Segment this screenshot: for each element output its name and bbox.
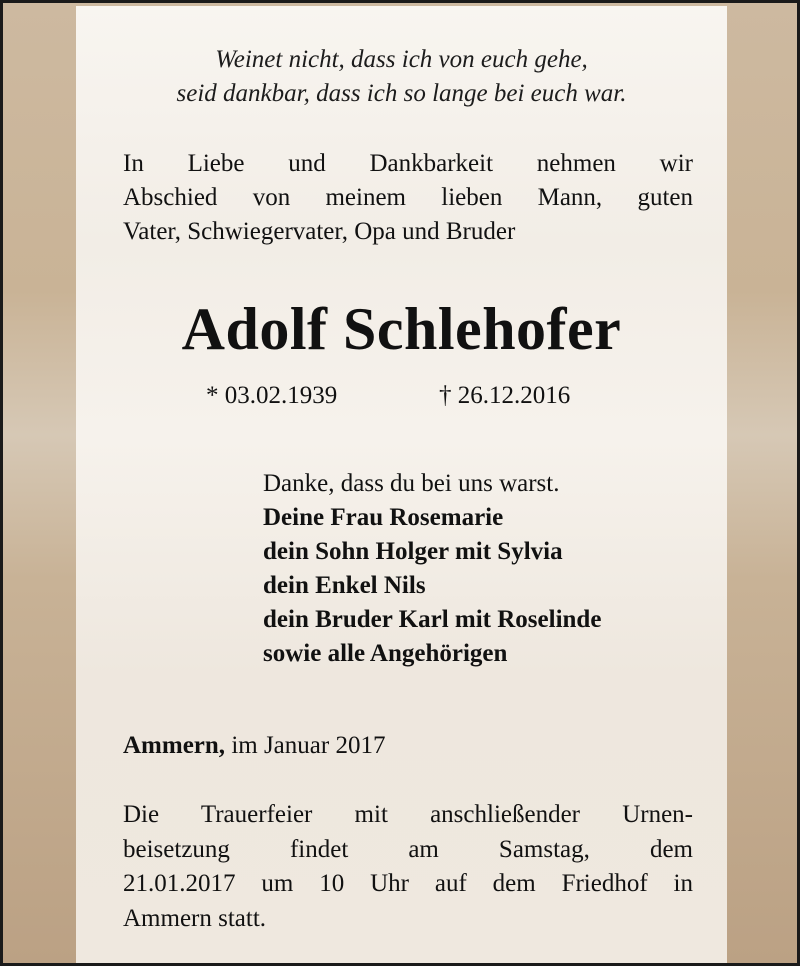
intro-line-3: Vater, Schwiegervater, Opa und Bruder: [123, 218, 516, 245]
quote-line-2: seid dankbar, dass ich so lange bei euch war.: [176, 80, 627, 107]
intro-text: [123, 147, 693, 249]
family-member: sowie alle Angehörigen: [263, 640, 508, 667]
month-year: im Januar 2017: [225, 732, 386, 759]
memorial-quote: [76, 43, 727, 111]
intro-line-1: In Liebe und Dankbarkeit nehmen wir: [123, 150, 693, 177]
funeral-line-2: beisetzung findet am Samstag, dem: [123, 835, 693, 863]
quote-line-1: Weinet nicht, dass ich von euch gehe,: [215, 46, 588, 73]
funeral-line-3: 21.01.2017 um 10 Uhr auf dem Friedhof in: [123, 870, 693, 897]
place-name: Ammern,: [123, 732, 226, 759]
family-member: Deine Frau Rosemarie: [263, 504, 504, 531]
family-member: dein Enkel Nils: [263, 572, 426, 599]
funeral-notice: [123, 798, 693, 936]
place-date: [123, 729, 385, 763]
birth-date: * 03.02.1939: [206, 382, 338, 409]
deceased-name: Adolf Schlehofer: [181, 296, 622, 362]
family-member: dein Bruder Karl mit Roselinde: [263, 606, 602, 633]
thanks-line: Danke, dass du bei uns warst.: [263, 470, 560, 497]
funeral-line-1: Die Trauerfeier mit anschließender Urnen-: [123, 801, 693, 828]
obituary-panel: [76, 6, 727, 963]
family-signature: [263, 467, 601, 671]
death-date: † 26.12.2016: [439, 382, 571, 409]
funeral-line-4: Ammern statt.: [123, 904, 267, 932]
family-member: dein Sohn Holger mit Sylvia: [263, 538, 563, 565]
intro-line-2: Abschied von meinem lieben Mann, guten: [123, 184, 693, 211]
